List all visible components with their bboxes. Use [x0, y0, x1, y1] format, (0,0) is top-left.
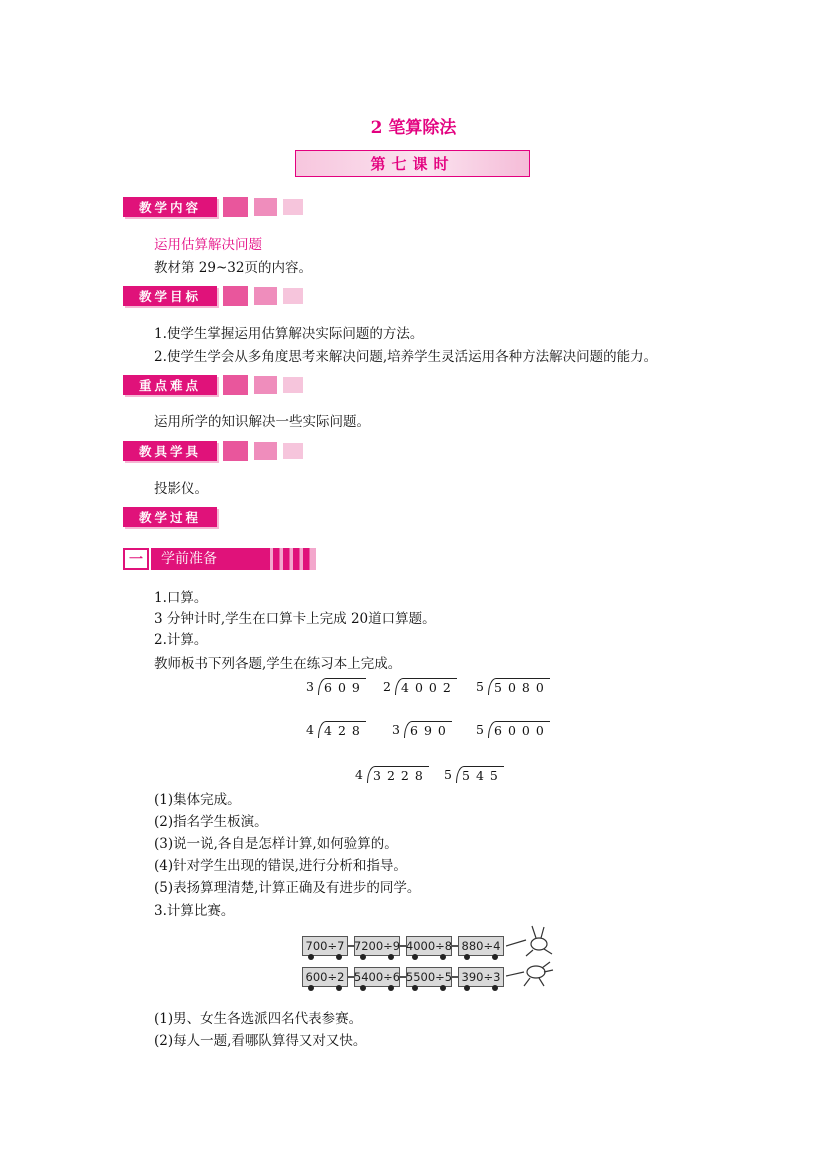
train-top: [302, 935, 504, 957]
section-header-process: [123, 507, 217, 527]
dividend: 4002: [395, 678, 457, 695]
divisor: 4: [306, 722, 314, 737]
decor-square: [223, 375, 248, 395]
step-line: (1)男、女生各选派四名代表参赛。: [154, 1011, 363, 1027]
decor-square: [254, 376, 277, 394]
decor-square: [223, 197, 248, 217]
decor-square: [223, 286, 248, 306]
goal-line: 1.使学生掌握运用估算解决实际问题的方法。: [154, 326, 424, 342]
dividend: 5080: [488, 678, 550, 695]
rabbit-icon: [506, 924, 556, 990]
divisor: 5: [444, 767, 452, 782]
dividend: 6000: [488, 721, 550, 738]
dividend: 3228: [367, 766, 429, 783]
train-car: 600÷2: [302, 967, 348, 987]
divisor: 2: [383, 679, 391, 694]
dividend: 690: [404, 721, 452, 738]
content-line: 运用估算解决问题: [154, 237, 262, 253]
dividend: 545: [456, 766, 504, 783]
step-line: (2)每人一题,看哪队算得又对又快。: [154, 1033, 367, 1049]
step-line: (1)集体完成。: [154, 792, 241, 808]
decor-square: [283, 443, 303, 459]
section-label: 教学内容: [123, 197, 217, 217]
decor-square: [283, 288, 303, 304]
page-title: 2 笔算除法: [370, 118, 457, 138]
step-label: 学前准备: [151, 548, 316, 570]
step-line: 1.口算。: [154, 590, 208, 606]
divisor: 4: [355, 767, 363, 782]
lesson-banner: [295, 150, 530, 177]
step-line: (4)针对学生出现的错误,进行分析和指导。: [154, 858, 407, 874]
step-line: (3)说一说,各自是怎样计算,如何验算的。: [154, 836, 398, 852]
train-car: 390÷3: [458, 967, 504, 987]
section-label: 教具学具: [123, 441, 217, 461]
decor-square: [254, 287, 277, 305]
decor-square: [223, 441, 248, 461]
lesson-label: 第七课时: [370, 155, 455, 173]
train-car: 700÷7: [302, 936, 348, 956]
decor-square: [283, 199, 303, 215]
step-header: [123, 548, 316, 570]
section-header-goals: [123, 286, 303, 306]
dividend: 428: [318, 721, 366, 738]
step-number: 一: [123, 548, 149, 570]
decor-square: [254, 198, 277, 216]
divisor: 3: [392, 722, 400, 737]
step-line: 教师板书下列各题,学生在练习本上完成。: [154, 656, 402, 672]
section-header-content: [123, 197, 303, 217]
tool-line: 投影仪。: [154, 481, 208, 497]
content-line: 教材第 29~32页的内容。: [154, 260, 312, 276]
section-label: 重点难点: [123, 375, 217, 395]
decor-square: [283, 377, 303, 393]
train-car: 7200÷9: [354, 936, 400, 956]
goal-line: 2.使学生学会从多角度思考来解决问题,培养学生灵活运用各种方法解决问题的能力。: [154, 349, 658, 365]
dividend: 609: [318, 678, 366, 695]
step-line: 3 分钟计时,学生在口算卡上完成 20道口算题。: [154, 611, 436, 627]
section-label: 教学目标: [123, 286, 217, 306]
train-car: 880÷4: [458, 936, 504, 956]
train-bottom: [302, 966, 504, 988]
divisor: 5: [476, 679, 484, 694]
step-line: (5)表扬算理清楚,计算正确及有进步的同学。: [154, 880, 421, 896]
train-car: 4000÷8: [406, 936, 452, 956]
divisor: 5: [476, 722, 484, 737]
decor-square: [254, 442, 277, 460]
step-line: 2.计算。: [154, 632, 208, 648]
train-car: 5500÷5: [406, 967, 452, 987]
train-car: 5400÷6: [354, 967, 400, 987]
section-label: 教学过程: [123, 507, 217, 527]
step-line: (2)指名学生板演。: [154, 814, 268, 830]
step-line: 3.计算比赛。: [154, 903, 235, 919]
section-header-keypoints: [123, 375, 303, 395]
divisor: 3: [306, 679, 314, 694]
section-header-tools: [123, 441, 303, 461]
keypoint-line: 运用所学的知识解决一些实际问题。: [154, 414, 370, 430]
